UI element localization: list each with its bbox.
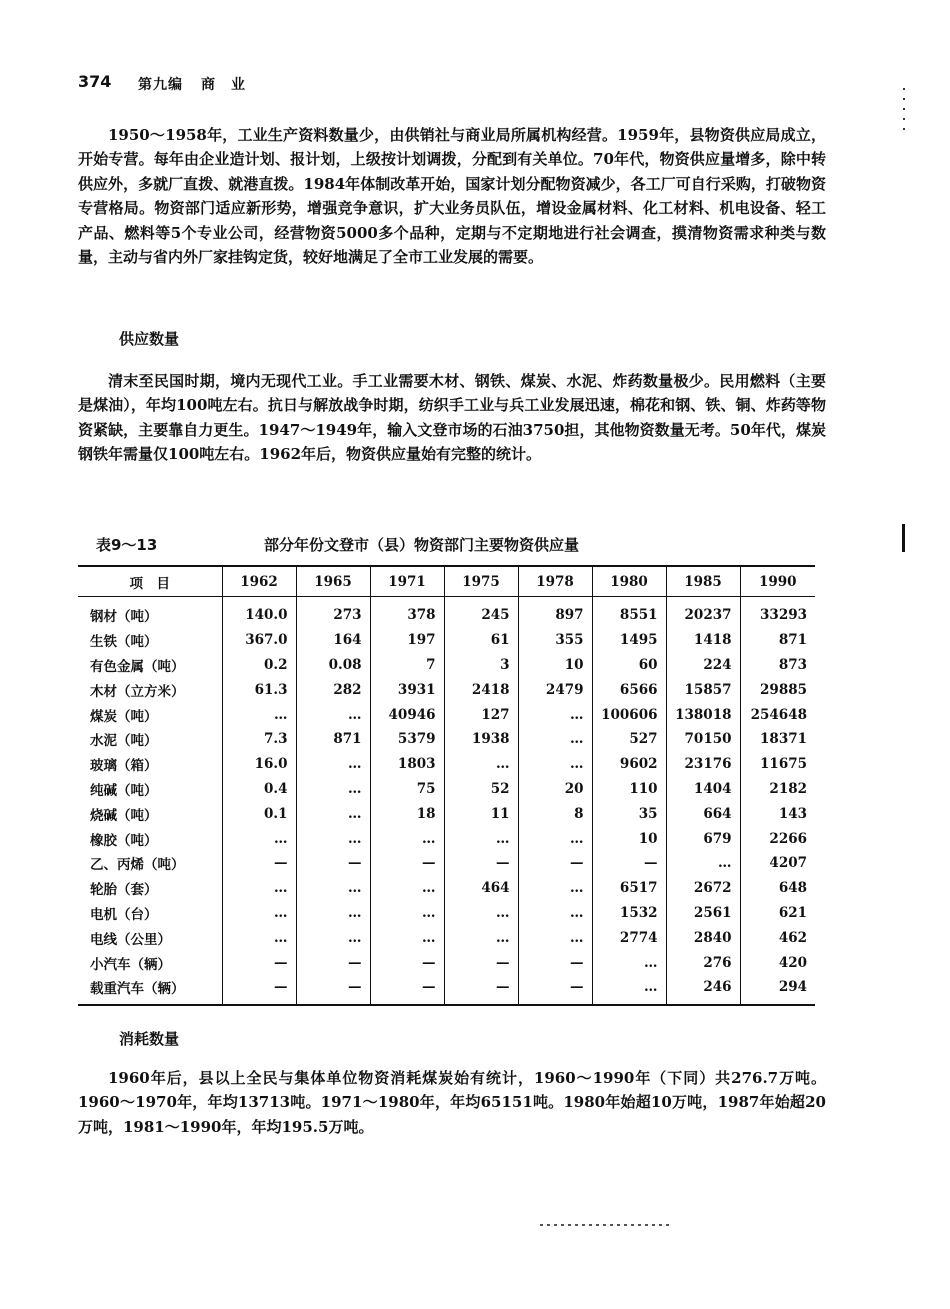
- table-cell: 897: [518, 597, 592, 628]
- column-header-year: 1980: [592, 566, 666, 597]
- table-cell: 2774: [592, 925, 666, 950]
- table-cell: 367.0: [222, 628, 296, 653]
- table-cell: …: [518, 752, 592, 777]
- table-cell: …: [222, 702, 296, 727]
- table-cell: …: [444, 901, 518, 926]
- margin-mark: [902, 524, 905, 552]
- table-cell: 0.08: [296, 653, 370, 678]
- table-row: [78, 752, 815, 777]
- table-cell: 276: [666, 950, 740, 975]
- table-cell: —: [296, 950, 370, 975]
- table-cell: 60: [592, 653, 666, 678]
- table-cell: 871: [740, 628, 815, 653]
- table-cell: 420: [740, 950, 815, 975]
- table-cell: …: [296, 752, 370, 777]
- row-label: 煤炭（吨）: [90, 708, 158, 725]
- row-label: 烧碱（吨）: [90, 807, 158, 824]
- column-header-year: 1965: [296, 566, 370, 597]
- table-cell: —: [444, 975, 518, 1005]
- paragraph-intro: 1950～1958年，工业生产资料数量少，由供销社与商业局所属机构经营。1959年，县物资供应局成立，开始专营。每年由企业造计划、报计划，上级按计划调拨，分配到有关单位。70年代，物资供应量增多，除中转供应外，多就厂直拨、就港直拨。1984年体制改革开始，国家计划分配物资减少，各工厂可自行采购，打破物资专营格局。物资部门适应新形势，增强竞争意识，扩大业务员队伍，增设金属材料、化工材料、机电设备、轻工产品、燃料等5个专业公司，经营物资5000多个品种，定期与不定期地进行社会调查，摸清物资需求种类与数量，主动与省内外厂家挂钩定货，较好地满足了全市工业发展的需要。: [78, 126, 826, 267]
- table-row: [78, 851, 815, 876]
- table-row: [78, 727, 815, 752]
- row-label: 玻璃（箱）: [90, 758, 158, 775]
- table-cell: 138018: [666, 702, 740, 727]
- table-cell: …: [296, 702, 370, 727]
- table-cell: 282: [296, 677, 370, 702]
- table-cell: 871: [296, 727, 370, 752]
- table-cell: 197: [370, 628, 444, 653]
- table-cell: 164: [296, 628, 370, 653]
- table-cell: 873: [740, 653, 815, 678]
- table-cell: 8551: [592, 597, 666, 628]
- table-cell: 1532: [592, 901, 666, 926]
- table-cell: 621: [740, 901, 815, 926]
- table-cell: 127: [444, 702, 518, 727]
- table-cell: —: [296, 975, 370, 1005]
- table-cell: …: [518, 727, 592, 752]
- table-cell: 2840: [666, 925, 740, 950]
- column-header-year: 1962: [222, 566, 296, 597]
- table-cell: …: [296, 801, 370, 826]
- table-cell: —: [592, 851, 666, 876]
- table-row: [78, 801, 815, 826]
- table-row: [78, 826, 815, 851]
- table-number: 表9～13: [96, 536, 158, 554]
- table-cell: 18: [370, 801, 444, 826]
- row-label: 乙、丙烯（吨）: [90, 857, 185, 874]
- table-cell: —: [222, 975, 296, 1005]
- table-cell: 11675: [740, 752, 815, 777]
- table-cell: …: [518, 826, 592, 851]
- table-cell: 6566: [592, 677, 666, 702]
- row-label: 橡胶（吨）: [90, 832, 158, 849]
- table-cell: …: [296, 925, 370, 950]
- table-cell: 4207: [740, 851, 815, 876]
- table-title: 部分年份文登市（县）物资部门主要物资供应量: [264, 536, 580, 554]
- table-cell: …: [370, 925, 444, 950]
- table-cell: 0.2: [222, 653, 296, 678]
- table-cell: 2672: [666, 876, 740, 901]
- part-label: 第九编: [138, 77, 183, 93]
- table-cell: 378: [370, 597, 444, 628]
- table-cell: —: [444, 851, 518, 876]
- table-cell: …: [222, 876, 296, 901]
- row-label: 钢材（吨）: [90, 609, 158, 626]
- table-cell: 8: [518, 801, 592, 826]
- table-cell: 10: [592, 826, 666, 851]
- table-cell: 648: [740, 876, 815, 901]
- table-cell: …: [370, 826, 444, 851]
- table-row: [78, 653, 815, 678]
- table-cell: …: [296, 826, 370, 851]
- table-cell: 664: [666, 801, 740, 826]
- table-cell: …: [518, 925, 592, 950]
- table-cell: 9602: [592, 752, 666, 777]
- table-header-row: [78, 566, 815, 597]
- table-cell: 2561: [666, 901, 740, 926]
- table-row: [78, 628, 815, 653]
- table-cell: 143: [740, 801, 815, 826]
- table-row: [78, 950, 815, 975]
- table-row: [78, 876, 815, 901]
- table-cell: …: [592, 975, 666, 1005]
- table-cell: …: [444, 826, 518, 851]
- table-cell: 1495: [592, 628, 666, 653]
- table-cell: 355: [518, 628, 592, 653]
- table-cell: 273: [296, 597, 370, 628]
- table-cell: 7: [370, 653, 444, 678]
- page-header: [78, 70, 878, 100]
- table-cell: 1418: [666, 628, 740, 653]
- table-cell: 40946: [370, 702, 444, 727]
- table-cell: 7.3: [222, 727, 296, 752]
- table-cell: 2182: [740, 777, 815, 802]
- table-row: [78, 677, 815, 702]
- table-cell: 33293: [740, 597, 815, 628]
- row-label: 电机（台）: [90, 906, 158, 923]
- column-header-item: 项 目: [78, 566, 222, 597]
- table-cell: —: [370, 975, 444, 1005]
- table-cell: 29885: [740, 677, 815, 702]
- table-cell: …: [666, 851, 740, 876]
- scan-artifact: [540, 1224, 670, 1226]
- heading-consumption: 消耗数量: [119, 1030, 180, 1048]
- row-label: 轮胎（套）: [90, 882, 158, 899]
- table-cell: 3: [444, 653, 518, 678]
- table-body: [78, 597, 815, 1005]
- margin-dots: [903, 88, 905, 138]
- table-cell: 1404: [666, 777, 740, 802]
- table-cell: 254648: [740, 702, 815, 727]
- column-header-year: 1971: [370, 566, 444, 597]
- table-cell: —: [222, 950, 296, 975]
- table-cell: —: [518, 975, 592, 1005]
- table-cell: …: [444, 752, 518, 777]
- table-row: [78, 925, 815, 950]
- supply-table: [78, 565, 815, 1006]
- table-cell: —: [444, 950, 518, 975]
- table-cell: …: [518, 901, 592, 926]
- table-cell: 110: [592, 777, 666, 802]
- table-row: [78, 901, 815, 926]
- row-label: 载重汽车（辆）: [78, 975, 222, 1005]
- table-cell: 100606: [592, 702, 666, 727]
- table-cell: 10: [518, 653, 592, 678]
- table-cell: 1938: [444, 727, 518, 752]
- table-cell: —: [370, 851, 444, 876]
- table-cell: 70150: [666, 727, 740, 752]
- table-cell: 140.0: [222, 597, 296, 628]
- table-cell: …: [592, 950, 666, 975]
- table-cell: 294: [740, 975, 815, 1005]
- table-cell: …: [296, 777, 370, 802]
- table-cell: …: [370, 876, 444, 901]
- table-cell: —: [296, 851, 370, 876]
- row-label: 纯碱（吨）: [90, 782, 158, 799]
- row-label: 电线（公里）: [90, 931, 171, 948]
- row-label: 有色金属（吨）: [90, 658, 185, 675]
- table-cell: 5379: [370, 727, 444, 752]
- page-number: 374: [78, 72, 112, 91]
- table-cell: …: [296, 901, 370, 926]
- section-label: 商 业: [201, 77, 246, 93]
- table-row: [78, 975, 815, 1005]
- table-cell: …: [222, 925, 296, 950]
- table-cell: 2479: [518, 677, 592, 702]
- table-cell: 0.4: [222, 777, 296, 802]
- table-cell: …: [370, 901, 444, 926]
- paragraph-supply: 清末至民国时期，境内无现代工业。手工业需要木材、钢铁、煤炭、水泥、炸药数量极少。民用燃料（主要是煤油），年均100吨左右。抗日与解放战争时期，纺织手工业与兵工业发展迅速，棉花和钢、铁、铜、炸药等物资紧缺，主要靠自力更生。1947～1949年，输入文登市场的石油3750担，其他物资数量无考。50年代，煤炭钢铁年需量仅100吨左右。1962年后，物资供应量始有完整的统计。: [78, 372, 826, 464]
- table-cell: 6517: [592, 876, 666, 901]
- table-cell: 245: [444, 597, 518, 628]
- table-cell: 75: [370, 777, 444, 802]
- table-cell: —: [518, 950, 592, 975]
- table-cell: 18371: [740, 727, 815, 752]
- table-row: [78, 777, 815, 802]
- table-cell: 3931: [370, 677, 444, 702]
- row-label: 木材（立方米）: [90, 683, 185, 700]
- table-cell: …: [222, 901, 296, 926]
- table-cell: 527: [592, 727, 666, 752]
- table-cell: 2266: [740, 826, 815, 851]
- table-cell: —: [518, 851, 592, 876]
- table-cell: 20: [518, 777, 592, 802]
- table-cell: 61: [444, 628, 518, 653]
- table-cell: 35: [592, 801, 666, 826]
- table-cell: …: [518, 702, 592, 727]
- table-cell: 462: [740, 925, 815, 950]
- table-cell: 16.0: [222, 752, 296, 777]
- table-row: [78, 702, 815, 727]
- table-cell: 1803: [370, 752, 444, 777]
- table-cell: 2418: [444, 677, 518, 702]
- table-cell: 464: [444, 876, 518, 901]
- table-cell: —: [222, 851, 296, 876]
- row-label: 小汽车（辆）: [90, 956, 171, 973]
- table-cell: …: [444, 925, 518, 950]
- row-label: 生铁（吨）: [90, 634, 158, 651]
- table-caption: [78, 534, 818, 558]
- table-cell: 679: [666, 826, 740, 851]
- table-cell: 0.1: [222, 801, 296, 826]
- table-cell: …: [222, 826, 296, 851]
- column-header-year: 1975: [444, 566, 518, 597]
- table-cell: …: [518, 876, 592, 901]
- table-cell: …: [296, 876, 370, 901]
- heading-supply: 供应数量: [119, 330, 180, 348]
- table-cell: 224: [666, 653, 740, 678]
- column-header-year: 1985: [666, 566, 740, 597]
- table-cell: 11: [444, 801, 518, 826]
- column-header-year: 1990: [740, 566, 815, 597]
- table-cell: 20237: [666, 597, 740, 628]
- paragraph-consumption: 1960年后，县以上全民与集体单位物资消耗煤炭始有统计，1960～1990年（下同）共276.7万吨。1960～1970年，年均13713吨。1971～1980年，年均65151吨。1980年始超10万吨，1987年始超20万吨，1981～1990年，年均195.5万吨。: [78, 1069, 826, 1136]
- table-cell: —: [370, 950, 444, 975]
- table-cell: 15857: [666, 677, 740, 702]
- table-cell: 61.3: [222, 677, 296, 702]
- table-cell: 52: [444, 777, 518, 802]
- table-cell: 246: [666, 975, 740, 1005]
- row-label: 水泥（吨）: [90, 733, 158, 750]
- table-cell: 23176: [666, 752, 740, 777]
- column-header-year: 1978: [518, 566, 592, 597]
- table-row: [78, 597, 815, 628]
